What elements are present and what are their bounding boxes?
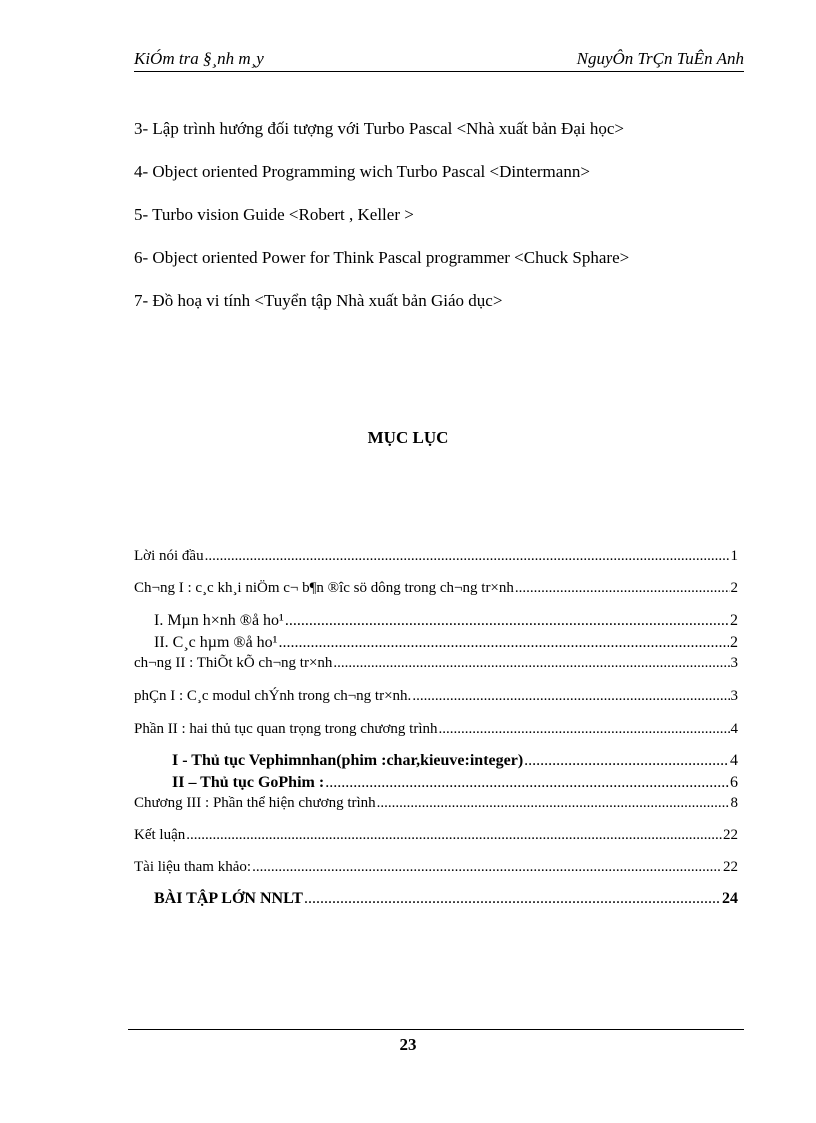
toc-leader-dots: [439, 721, 730, 738]
toc-leader-dots: [515, 580, 730, 597]
toc-entry: [134, 795, 738, 812]
page-number: 23: [399, 1035, 417, 1054]
toc-leader-dots: [377, 795, 730, 812]
toc-entry-label: II. C¸c hµm ®å ho¹: [154, 634, 278, 651]
toc-entry-page: 8: [730, 795, 738, 811]
toc-entry: [154, 890, 738, 908]
page-header-right: NguyÔn TrÇn TuÊn Anh: [576, 49, 744, 68]
toc-entry-page: 22: [723, 827, 738, 843]
toc-leader-dots: [304, 890, 721, 908]
toc-entry-label: I. Mµn h×nh ®å ho¹: [154, 612, 284, 629]
toc-title: MỤC LỤC: [367, 428, 449, 447]
toc-leader-dots: [285, 612, 729, 630]
toc-entry: [134, 859, 738, 876]
toc-entry-page: 4: [730, 721, 738, 737]
toc-entry: [134, 655, 738, 672]
toc-entry: [134, 580, 738, 597]
toc-entry-label: II – Thủ tục GoPhim :: [172, 774, 325, 791]
toc-entry-page: 22: [723, 859, 738, 875]
header-rule: [134, 71, 744, 72]
toc-entry-page: 24: [722, 890, 738, 907]
footer-rule: [128, 1029, 744, 1030]
toc-entry-label: ch¬ng II : ThiÕt kÕ ch¬ng tr×nh: [134, 655, 333, 671]
toc-entry-page: 2: [730, 634, 738, 651]
toc-leader-dots: [325, 774, 729, 792]
toc-entry-label: Lời nói đầu: [134, 548, 204, 564]
reference-item-4: 4- Object oriented Programming wich Turbo Pascal <Dintermann>: [134, 162, 590, 181]
toc-entry-label: Phần II : hai thủ tục quan trọng trong chương trình: [134, 721, 438, 737]
toc-leader-dots: [186, 827, 722, 844]
toc-leader-dots: [205, 548, 730, 565]
toc-entry-label: phÇn I : C¸c modul chÝnh trong ch¬ng tr×nh.: [134, 688, 412, 704]
toc-entry-label: Kết luận: [134, 827, 186, 843]
toc-entry-label: BÀI TẬP LỚN NNLT: [154, 890, 303, 907]
toc-entry-page: 6: [730, 774, 738, 791]
toc-entry: [172, 774, 738, 792]
toc-entry: [172, 752, 738, 770]
toc-entry: [134, 688, 738, 705]
page-header-left: KiÓm tra §¸nh m¸y: [134, 49, 264, 68]
toc-entry-page: 3: [730, 688, 738, 704]
toc-entry-label: Chương III : Phần thể hiện chương trình: [134, 795, 376, 811]
reference-item-3: 3- Lập trình hướng đối tượng với Turbo Pascal <Nhà xuất bản Đại học>: [134, 119, 624, 138]
toc-entry-page: 2: [730, 612, 738, 629]
toc-leader-dots: [278, 634, 729, 652]
toc-entry-label: Tài liệu tham khảo:: [134, 859, 252, 875]
toc-leader-dots: [333, 655, 729, 672]
toc-leader-dots: [252, 859, 722, 876]
toc-entry: [154, 634, 738, 652]
reference-item-7: 7- Đồ hoạ vi tính <Tuyển tập Nhà xuất bản Giáo dục>: [134, 291, 503, 310]
toc-entry: [134, 548, 738, 565]
toc-entry-label: Ch¬ng I : c¸c kh¸i niÖm c¬ b¶n ®îc sö dông trong ch¬ng tr×nh: [134, 580, 514, 596]
toc-entry-page: 4: [730, 752, 738, 769]
toc-entry: [134, 827, 738, 844]
toc-leader-dots: [524, 752, 729, 770]
reference-item-5: 5- Turbo vision Guide <Robert , Keller >: [134, 205, 414, 224]
toc-entry: [134, 721, 738, 738]
toc-entry: [154, 612, 738, 630]
toc-entry-page: 3: [730, 655, 738, 671]
toc-entry-page: 1: [730, 548, 738, 564]
reference-item-6: 6- Object oriented Power for Think Pascal programmer <Chuck Sphare>: [134, 248, 630, 267]
toc-entry-page: 2: [730, 580, 738, 596]
toc-entry-label: I - Thủ tục Vephimnhan(phim :char,kieuve:integer): [172, 752, 524, 769]
toc-leader-dots: [412, 688, 729, 705]
